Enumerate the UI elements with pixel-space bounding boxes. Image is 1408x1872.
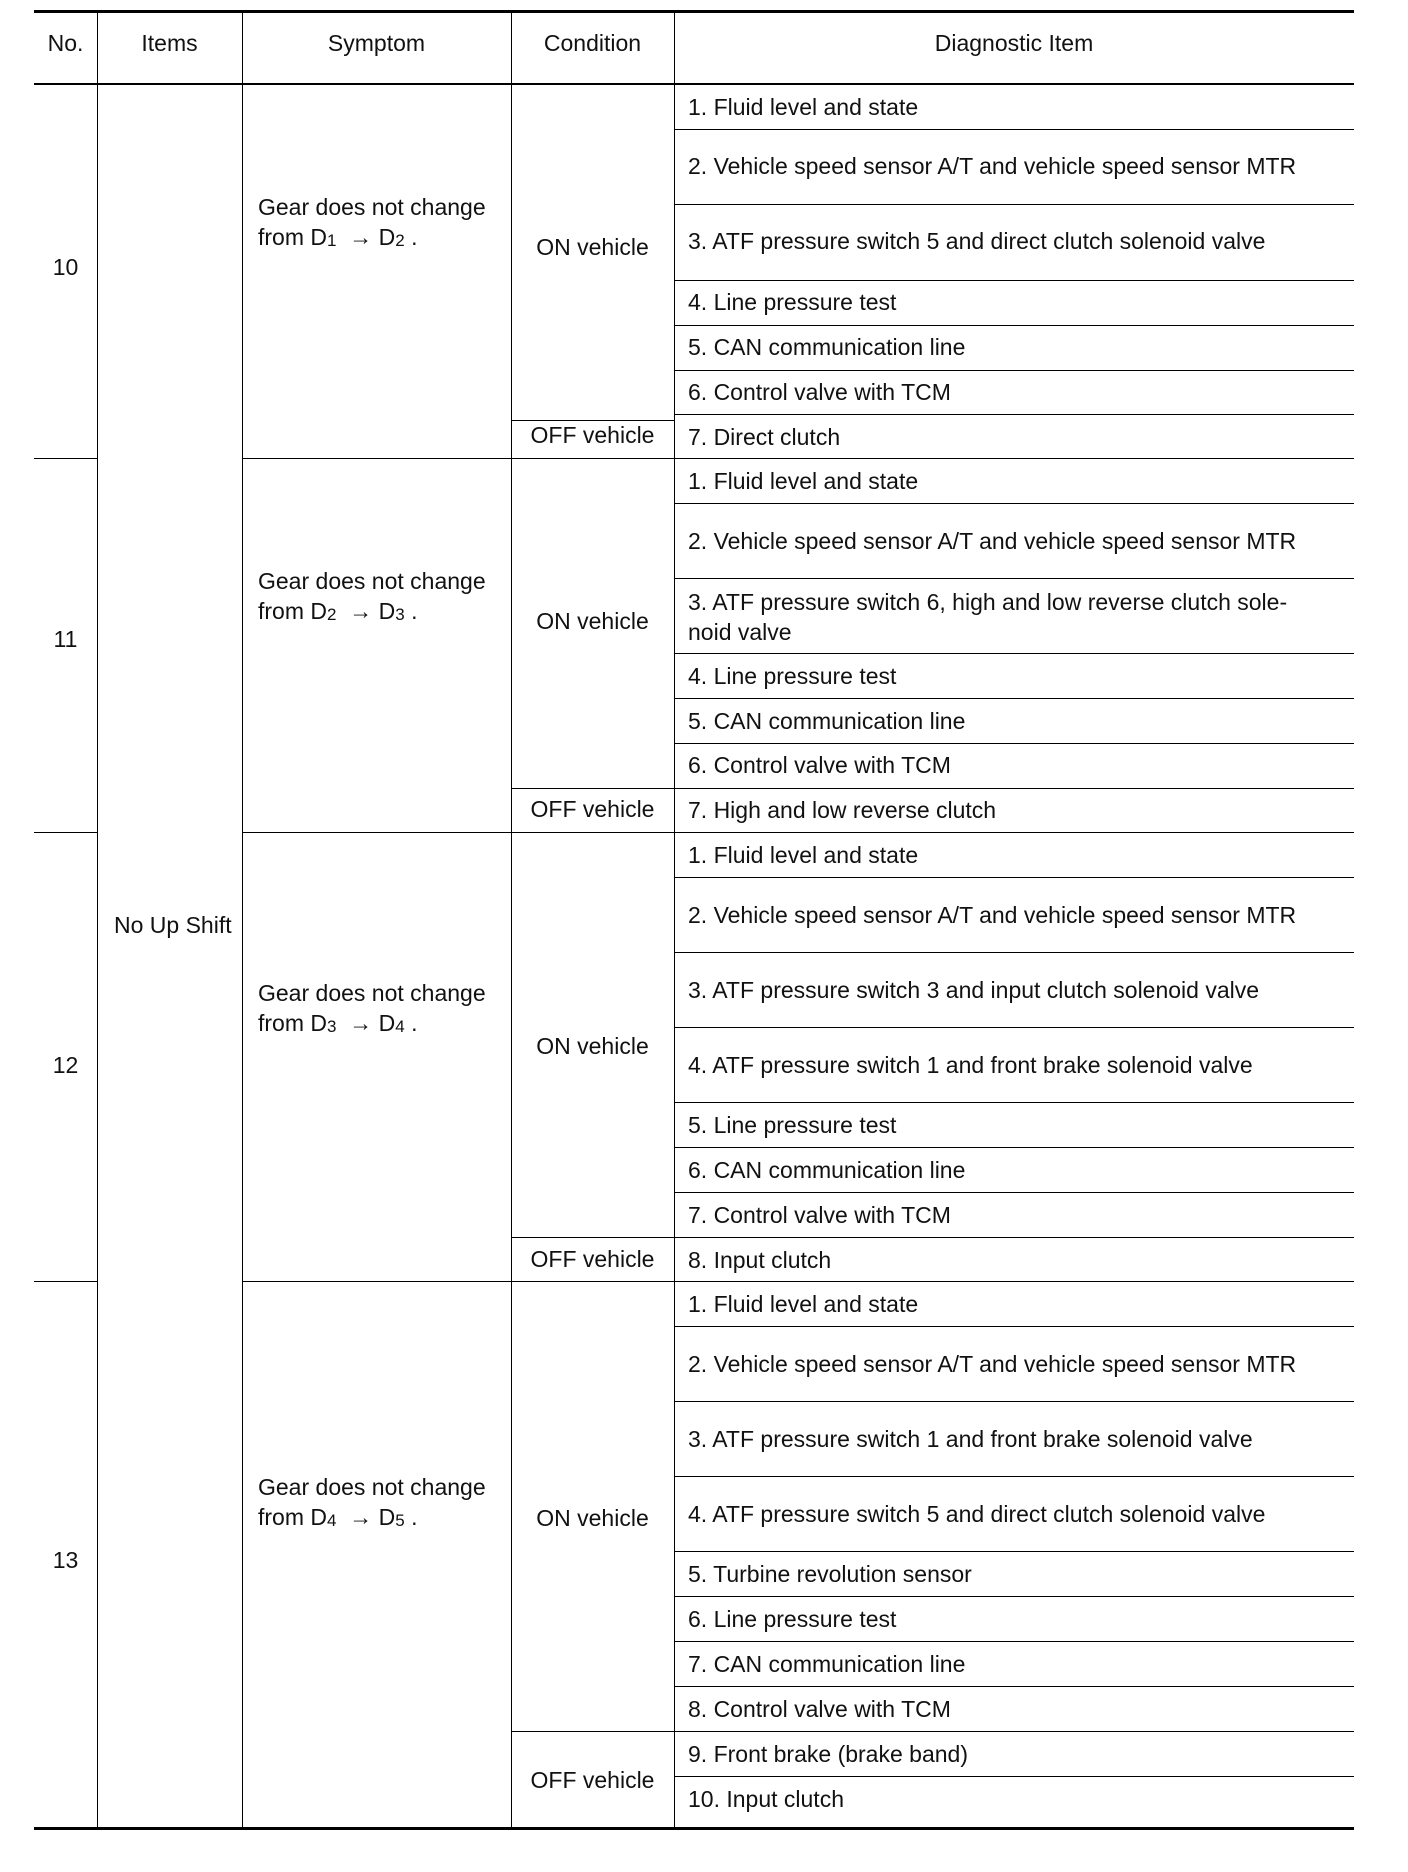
diag-divider	[674, 1027, 1354, 1028]
condition-on-10: ON vehicle	[536, 234, 649, 260]
diag-10-3: 3. ATF pressure switch 5 and direct clutch solenoid valve	[688, 228, 1266, 254]
diag-divider	[674, 1641, 1354, 1642]
header-items: Items	[141, 30, 198, 56]
diag-divider	[674, 414, 1354, 415]
condition-divider	[511, 420, 674, 421]
symptom-12: Gear does not change from $D_3 \to D_4$ .	[258, 980, 486, 1036]
diag-11-6: 6. Control valve with TCM	[688, 752, 951, 778]
diag-11-7: 7. High and low reverse clutch	[688, 797, 997, 823]
diag-divider	[674, 1102, 1354, 1103]
header-divider	[34, 83, 1354, 85]
diag-13-7: 7. CAN communication line	[688, 1651, 966, 1677]
diag-divider	[674, 1192, 1354, 1193]
diag-10-5: 5. CAN communication line	[688, 334, 966, 360]
diag-divider	[674, 1147, 1354, 1148]
diag-divider	[674, 788, 1354, 789]
diag-13-3: 3. ATF pressure switch 1 and front brake solenoid valve	[688, 1426, 1253, 1452]
diag-10-4: 4. Line pressure test	[688, 289, 897, 315]
symptom-13: Gear does not change from $D_4 \to D_5$ .	[258, 1474, 486, 1530]
diag-13-4: 4. ATF pressure switch 5 and direct clutch solenoid valve	[688, 1501, 1266, 1527]
col-divider-symptom	[511, 10, 512, 1830]
condition-on-13: ON vehicle	[536, 1505, 649, 1531]
table-top-border	[34, 10, 1354, 13]
diag-13-9: 9. Front brake (brake band)	[688, 1741, 968, 1767]
condition-divider	[511, 1731, 674, 1732]
diag-divider	[674, 698, 1354, 699]
group-divider	[242, 1281, 1354, 1282]
diag-13-1: 1. Fluid level and state	[688, 1291, 919, 1317]
diag-12-7: 7. Control valve with TCM	[688, 1202, 951, 1228]
group-divider	[242, 832, 1354, 833]
diag-divider	[674, 204, 1354, 205]
group-divider	[242, 458, 1354, 459]
diag-divider	[674, 1476, 1354, 1477]
group-divider	[34, 1281, 97, 1282]
condition-off-12: OFF vehicle	[530, 1246, 655, 1272]
col-divider-no	[97, 10, 98, 1830]
diag-13-5: 5. Turbine revolution sensor	[688, 1561, 972, 1587]
row-no-13: 13	[52, 1547, 79, 1573]
diag-divider	[674, 1237, 1354, 1238]
condition-divider	[511, 1237, 674, 1238]
condition-off-13: OFF vehicle	[530, 1767, 655, 1793]
diag-divider	[674, 129, 1354, 130]
diag-divider	[674, 952, 1354, 953]
row-no-12: 12	[52, 1052, 79, 1078]
group-divider	[34, 458, 97, 459]
diag-12-4: 4. ATF pressure switch 1 and front brake solenoid valve	[688, 1052, 1253, 1078]
diag-12-5: 5. Line pressure test	[688, 1112, 897, 1138]
row-no-10: 10	[52, 254, 79, 280]
diagnostic-table	[34, 10, 1354, 1830]
diag-10-7: 7. Direct clutch	[688, 424, 841, 450]
diag-divider	[674, 1326, 1354, 1327]
header-symptom: Symptom	[327, 30, 426, 56]
diag-11-5: 5. CAN communication line	[688, 708, 966, 734]
row-no-11: 11	[53, 626, 78, 652]
diag-12-1: 1. Fluid level and state	[688, 842, 919, 868]
diag-10-1: 1. Fluid level and state	[688, 94, 919, 120]
diag-divider	[674, 877, 1354, 878]
col-divider-items	[242, 10, 243, 1830]
diag-11-4: 4. Line pressure test	[688, 663, 897, 689]
item-label: No Up Shift	[114, 912, 232, 938]
diag-divider	[674, 280, 1354, 281]
diag-13-2: 2. Vehicle speed sensor A/T and vehicle speed sensor MTR	[688, 1351, 1297, 1377]
symptom-11: Gear does not change from $D_2 \to D_3$ .	[258, 568, 486, 624]
condition-divider	[511, 788, 674, 789]
diag-12-2: 2. Vehicle speed sensor A/T and vehicle speed sensor MTR	[688, 902, 1297, 928]
diag-13-10: 10. Input clutch	[688, 1786, 844, 1812]
diag-10-6: 6. Control valve with TCM	[688, 379, 951, 405]
group-divider	[34, 832, 97, 833]
condition-on-11: ON vehicle	[536, 608, 649, 634]
diag-divider	[674, 743, 1354, 744]
symptom-10: Gear does not change from $D_1 \to D_2$ .	[258, 194, 486, 250]
diag-divider	[674, 1401, 1354, 1402]
diag-12-6: 6. CAN communication line	[688, 1157, 966, 1183]
diag-divider	[674, 370, 1354, 371]
diag-divider	[674, 1776, 1354, 1777]
diag-12-3: 3. ATF pressure switch 3 and input clutch solenoid valve	[688, 977, 1260, 1003]
diag-divider	[674, 1686, 1354, 1687]
header-condition: Condition	[543, 30, 642, 56]
diag-10-2: 2. Vehicle speed sensor A/T and vehicle speed sensor MTR	[688, 153, 1297, 179]
table-bottom-border	[34, 1827, 1354, 1830]
diag-divider	[674, 325, 1354, 326]
diag-11-3: 3. ATF pressure switch 6, high and low reverse clutch sole- noid valve	[688, 589, 1288, 645]
header-no: No.	[47, 30, 84, 56]
condition-off-11: OFF vehicle	[530, 796, 655, 822]
condition-off-10: OFF vehicle	[530, 422, 655, 448]
diag-divider	[674, 1596, 1354, 1597]
diag-divider	[674, 578, 1354, 579]
diag-11-2: 2. Vehicle speed sensor A/T and vehicle speed sensor MTR	[688, 528, 1297, 554]
diag-13-8: 8. Control valve with TCM	[688, 1696, 951, 1722]
header-diagnostic-item: Diagnostic Item	[934, 30, 1094, 56]
diag-12-8: 8. Input clutch	[688, 1247, 832, 1273]
diag-divider	[674, 503, 1354, 504]
diag-divider	[674, 1731, 1354, 1732]
condition-on-12: ON vehicle	[536, 1033, 649, 1059]
diag-13-6: 6. Line pressure test	[688, 1606, 897, 1632]
diag-11-1: 1. Fluid level and state	[688, 468, 919, 494]
diag-divider	[674, 1551, 1354, 1552]
diag-divider	[674, 653, 1354, 654]
